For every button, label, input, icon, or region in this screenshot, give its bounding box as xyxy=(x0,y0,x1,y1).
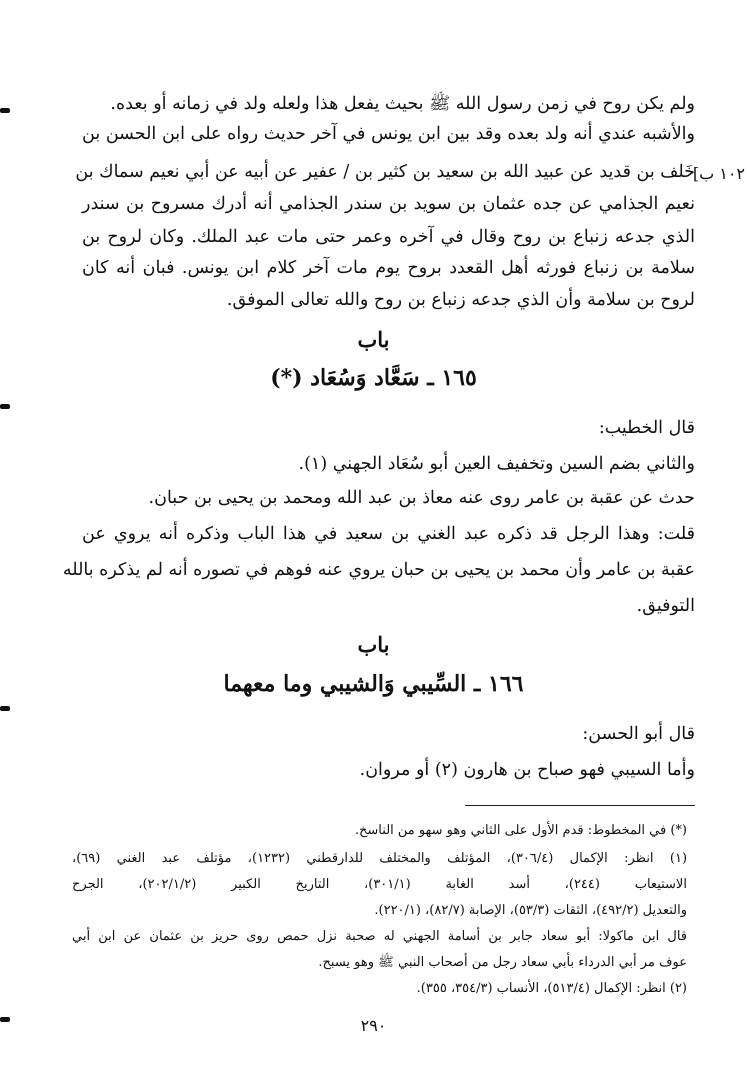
body-line: الذي جدعه زنباع بن روح وقال في آخره وعمر حتى مات عبد الملك. وكان لروح بن xyxy=(82,227,695,247)
body-line: لروح بن سلامة وأن الذي جدعه زنباع بن روح والله تعالى الموفق. xyxy=(226,290,695,310)
edge-mark xyxy=(0,108,10,113)
body-line: سلامة بن زنباع فورثه أهل القعدد بروح يوم مات آخر كلام ابن يونس. فبان أنه كان xyxy=(82,258,695,278)
section-line: وأما السيبي فهو صباح بن هارون (٢) أو مروان. xyxy=(359,760,695,780)
section-line: قال أبو الحسن: xyxy=(582,724,695,744)
footnote-line: (١) انظر: الإكمال (٣٠٦/٤)، المؤتلف والمختلف للدارقطني (١٢٣٢)، مؤتلف عبد الغني (٦٩)، xyxy=(72,851,688,866)
section-line: عقبة بن عامر وأن محمد بن يحيى بن حبان يروي عنه فوهم في تصوره أنه لم يذكره بالله xyxy=(62,560,695,580)
section-line: قلت: وهذا الرجل قد ذكره عبد الغني بن سعيد في هذا الباب وذكره أنه يروي عن xyxy=(82,524,695,544)
section-line: قال الخطيب: xyxy=(598,418,695,438)
section-165-bab-heading: باب xyxy=(357,327,390,352)
footnote-line: والتعديل (٤٩٢/٢)، الثقات (٥٣/٣)، الإصابة (٨٢/٧)، (٢٢٠/١). xyxy=(374,903,687,918)
edge-mark xyxy=(0,706,10,711)
section-line: والثاني بضم السين وتخفيف العين أبو سُعَاد الجهني (١). xyxy=(298,454,695,474)
section-line: حدث عن عقبة بن عامر روى عنه معاذ بن عبد الله ومحمد بن يحيى بن حبان. xyxy=(148,488,695,508)
section-166-title: ١٦٦ ـ السِّيبي وَالشيبي وما معهما xyxy=(223,671,524,697)
footnote-line: قال ابن ماكولا: أبو سعاد جابر بن أسامة الجهني له صحبة نزل حمص روى حريز بن عثمان عن ابن أبي xyxy=(72,929,687,944)
section-line: التوفيق. xyxy=(636,596,695,616)
footnote-line: (٢) انظر: الإكمال (٥١٣/٤)، الأنساب (٣٥٤/٣، ٣٥٥). xyxy=(416,981,687,996)
page-number: ٢٩٠ xyxy=(360,1016,387,1035)
footnote-divider xyxy=(465,805,695,806)
body-line: والأشبه عندي أنه ولد بعده وقد بين ابن يونس في آخر حديث رواه على ابن الحسن بن xyxy=(82,124,695,144)
body-line: ولم يكن روح في زمن رسول الله ﷺ بحيث يفعل هذا ولعله ولد في زمانه أو بعده. xyxy=(110,94,695,114)
footnote-line: الاستيعاب (٢٤٤)، أسد الغابة (٣٠١/١)، التاريخ الكبير (٢٠٢/١/٢)، الجرح xyxy=(72,877,687,892)
body-line: نعيم الجذامي عن جده عثمان بن سويد بن سندر الجذامي أنه أدرك مسروح بن سندر xyxy=(82,194,695,214)
edge-mark xyxy=(0,404,10,409)
margin-folio-note: ١٠٢ ب] xyxy=(692,164,745,183)
body-line: خَلف بن قديد عن عبيد الله بن سعيد بن كثير بن / عفير عن أبيه عن أبي نعيم سماك بن xyxy=(75,162,695,182)
footnote-line: عوف مر أبي الدرداء بأبي سعاد رجل من أصحاب النبي ﷺ وهو يسبح. xyxy=(318,955,687,970)
footnote-line: (*) في المخطوط: قدم الأول على الثاني وهو سهو من الناسخ. xyxy=(354,823,687,838)
section-165-title: ١٦٥ ـ سَعَّاد وَسُعَاد (*) xyxy=(270,365,477,391)
section-166-bab-heading: باب xyxy=(357,632,390,657)
